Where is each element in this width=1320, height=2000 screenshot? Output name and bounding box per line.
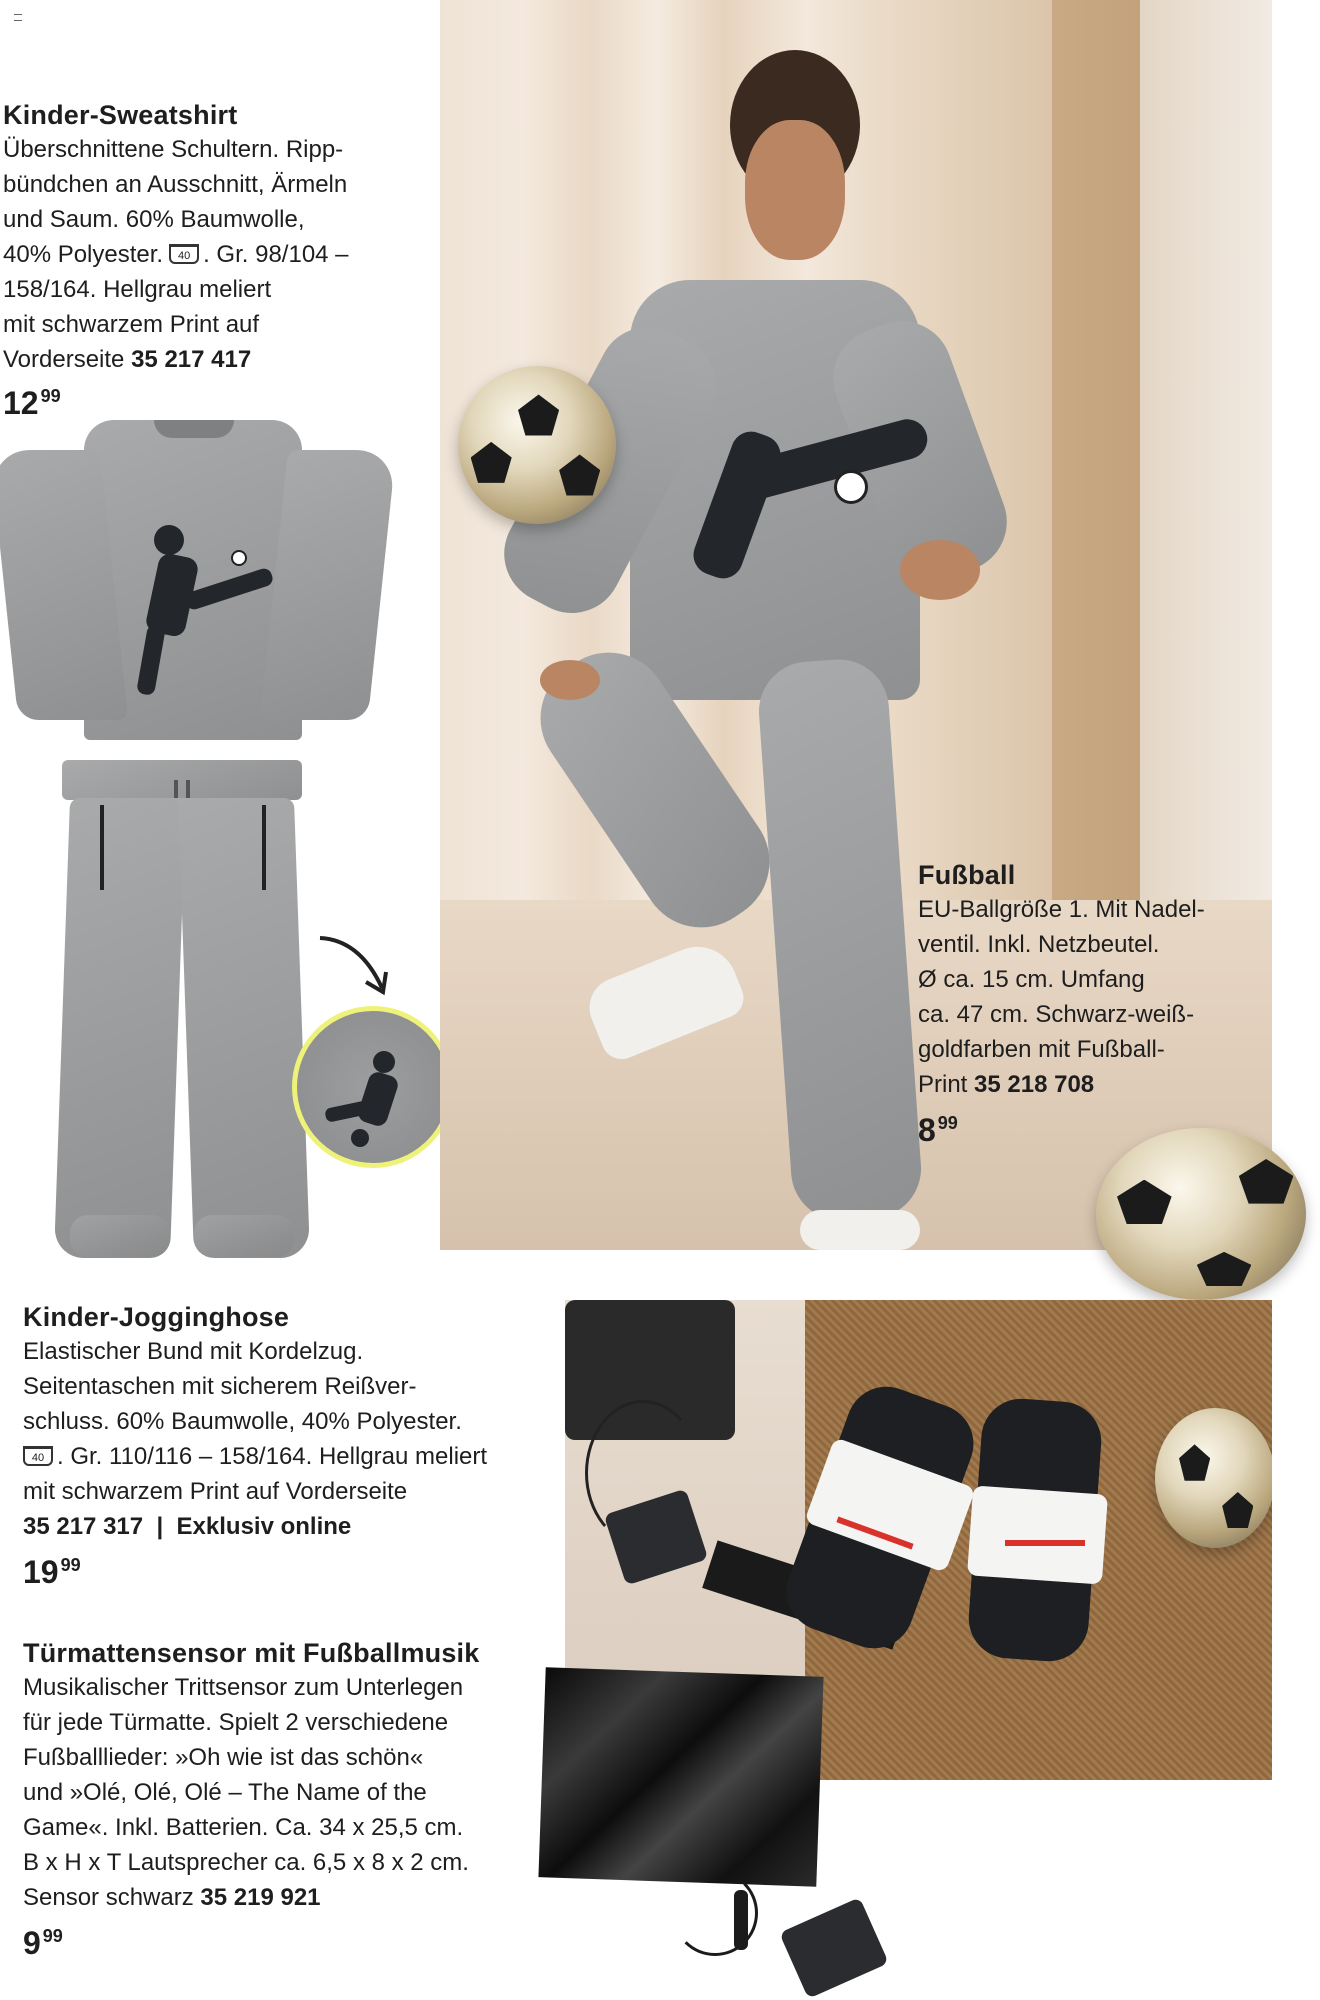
football-desc-line: Ø ca. 15 cm. Umfang [918, 966, 1145, 993]
sensor-speaker-box [779, 1897, 889, 1999]
sensor-price: 9 $^{99}$ [23, 1925, 63, 1961]
football-title: Fußball [918, 860, 1016, 890]
football-text-block [918, 858, 1278, 1155]
football-desc-line: ventil. Inkl. Netzbeutel. [918, 931, 1160, 958]
sensor-desc-line: B x H x T Lautsprecher ca. 6,5 x 8 x 2 cm. [23, 1849, 469, 1876]
football-article-number: 35 218 708 [974, 1071, 1095, 1098]
football-desc-line: EU-Ballgröße 1. Mit Nadel- [918, 896, 1205, 923]
sensor-desc-line: für jede Türmatte. Spielt 2 verschiedene [23, 1709, 449, 1736]
sweatshirt-desc-line: 158/164. Hellgrau meliert [3, 276, 272, 303]
sweatshirt-title: Kinder-Sweatshirt [3, 100, 238, 130]
sensor-desc-line: und »Olé, Olé, Olé – The Name of the [23, 1779, 427, 1806]
jogger-desc-line: Elastischer Bund mit Kordelzug. [23, 1338, 364, 1365]
jogger-article-number: 35 217 317 [23, 1513, 144, 1540]
sweatshirt-image [4, 410, 382, 740]
print-detail-zoom [292, 1006, 454, 1168]
mat-sensor-pad [538, 1667, 823, 1887]
print-ball-icon [834, 470, 868, 504]
jogger-desc-line: Seitentaschen mit sicherem Reißver- [23, 1373, 417, 1400]
jogger-title: Kinder-Jogginghose [23, 1302, 290, 1332]
football-price: 8 $^{99}$ [918, 1112, 958, 1148]
exclusive-online-label: Exklusiv online [176, 1513, 352, 1540]
football-product-image [1096, 1128, 1306, 1300]
sneaker [800, 1210, 920, 1250]
jogger-image [62, 760, 302, 1260]
sweatshirt-desc-line: mit schwarzem Print auf [3, 311, 260, 338]
wash-symbol-icon: 40 [169, 244, 199, 264]
sensor-text-block [23, 1636, 543, 1968]
jogger-description [23, 1334, 563, 1544]
sweatshirt-desc-line: Vorderseite 35 217 417 [3, 346, 252, 373]
sensor-desc-line: Fußballlieder: »Oh wie ist das schön« [23, 1744, 424, 1771]
sweatshirt-article-number: 35 217 417 [131, 346, 252, 373]
sensor-article-number: 35 219 921 [200, 1884, 321, 1911]
page-marker [14, 14, 22, 21]
sweatshirt-price: 12 $^{99}$ [3, 385, 61, 421]
jogger-desc-line: 40 . Gr. 110/116 – 158/164. Hellgrau meliert [23, 1439, 563, 1474]
sensor-description [23, 1670, 543, 1915]
sweatshirt-desc-line: bündchen an Ausschnitt, Ärmeln [3, 171, 348, 198]
sweatshirt-desc-line: und Saum. 60% Baumwolle, [3, 206, 305, 233]
sweatshirt-desc-line: Überschnittene Schultern. Ripp- [3, 136, 344, 163]
sensor-desc-line: Musikalischer Trittsensor zum Unterlegen [23, 1674, 464, 1701]
football-desc-line: goldfarben mit Fußball- [918, 1036, 1165, 1063]
football-in-air [458, 366, 616, 524]
football-desc-line: ca. 47 cm. Schwarz-weiß- [918, 1001, 1195, 1028]
football-desc-line: Print 35 218 708 [918, 1071, 1095, 1098]
jogger-desc-line: mit schwarzem Print auf Vorderseite [23, 1478, 408, 1505]
football-description [918, 892, 1278, 1102]
sensor-desc-line: Game«. Inkl. Batterien. Ca. 34 x 25,5 cm. [23, 1814, 464, 1841]
sweatshirt-description [3, 132, 433, 377]
sweatshirt-text-block [3, 98, 433, 428]
print-ball-icon [231, 550, 247, 566]
jogger-desc-line: 35 217 317 | Exklusiv online [23, 1513, 352, 1540]
sweatshirt-desc-line: 40% Polyester. 40 . Gr. 98/104 – [3, 241, 349, 268]
jogger-price: 19 $^{99}$ [23, 1554, 81, 1590]
sensor-title: Türmattensensor mit Fußballmusik [23, 1638, 480, 1668]
curved-arrow-icon [316, 930, 396, 1000]
jogger-text-block [23, 1300, 563, 1597]
sensor-desc-line: Sensor schwarz 35 219 921 [23, 1884, 321, 1911]
wash-symbol-icon: 40 [23, 1446, 53, 1466]
football-on-mat [1155, 1408, 1272, 1548]
jogger-desc-line: schluss. 60% Baumwolle, 40% Polyester. [23, 1408, 462, 1435]
